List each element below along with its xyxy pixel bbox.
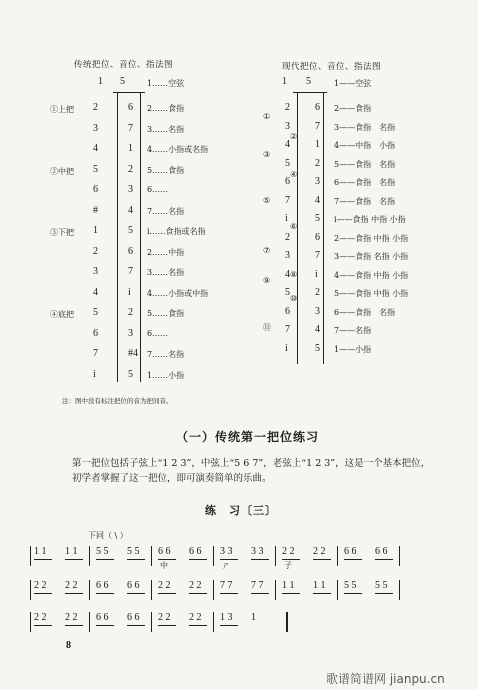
right-outer-note: 4 (315, 324, 320, 335)
beam-line (65, 625, 83, 626)
bar-line (89, 546, 90, 566)
right-outer-note: 3 (315, 176, 320, 187)
note-pair: 6 6 (344, 546, 357, 557)
note-pair: 5 5 (344, 580, 357, 591)
bar-line (213, 580, 214, 600)
bar-line (275, 546, 276, 566)
right-outer-note: 7 (315, 250, 320, 261)
left-header-inner: 1 (98, 76, 103, 87)
right-inner-note: 7 (285, 194, 290, 206)
left-header-open: 1……空弦 (147, 79, 185, 88)
staff-row (30, 580, 440, 606)
right-inner-note: 3 (285, 250, 290, 261)
beam-line (127, 559, 145, 560)
note-pair: 5 5 (96, 546, 109, 557)
left-outer-note: #4 (128, 348, 138, 359)
beam-line (375, 593, 393, 594)
beam-line (282, 593, 300, 594)
right-fingering: 4——食指 中指 小指 (334, 270, 409, 280)
note-pair: 6 6 (158, 546, 171, 557)
note-pair: 1 (251, 612, 256, 623)
note-annotation: ㄕ (222, 561, 230, 570)
right-outer-note: i (315, 268, 318, 280)
left-outer-note: i (128, 286, 131, 298)
right-position-number: ⑩ (290, 294, 298, 303)
right-chart-title: 现代把位、音位、指法图 (282, 62, 382, 72)
left-fingering: 3……名指 (147, 124, 185, 134)
right-position-number: ② (290, 132, 298, 141)
right-inner-note: i (285, 342, 288, 354)
note-pair: 2 2 (65, 612, 78, 623)
beam-line (313, 559, 331, 560)
right-outer-note: 6 (315, 102, 320, 113)
right-string-2 (323, 92, 324, 364)
left-inner-note: 2 (93, 245, 98, 257)
exercise-title: 练 习〔三〕 (205, 504, 277, 517)
beam-line (220, 593, 238, 594)
bar-line (337, 580, 338, 600)
beam-line (158, 593, 176, 594)
note-pair: 7 7 (220, 580, 233, 591)
beam-line (189, 593, 207, 594)
left-inner-note: 2 (93, 102, 98, 113)
right-outer-note: 2 (315, 157, 320, 169)
note-pair: 2 2 (313, 546, 326, 557)
right-position-number: ⑨ (263, 276, 271, 285)
left-fingering: 5……食指 (147, 165, 185, 175)
left-position-label: ②中把 (50, 166, 74, 176)
note-pair: 2 2 (158, 612, 171, 623)
bar-line (151, 580, 152, 600)
right-position-number: ③ (263, 150, 271, 159)
left-outer-note: 2 (128, 163, 133, 175)
left-outer-note: 2 (128, 307, 133, 318)
right-fingering: 5——食指 中指 小指 (334, 289, 409, 298)
left-fingering: 3……名指 (147, 268, 185, 277)
right-position-number: ⑤ (263, 196, 271, 205)
left-fingering: 1……小指 (147, 370, 185, 380)
bar-line (151, 612, 152, 632)
left-position-label: ④底把 (50, 310, 74, 319)
right-inner-note: 7 (285, 324, 290, 335)
left-outer-note: 6 (128, 102, 133, 113)
bar-line (337, 546, 338, 566)
bar-line (399, 546, 400, 566)
beam-line (96, 593, 114, 594)
beam-line (189, 625, 207, 626)
left-inner-note: 3 (93, 122, 98, 134)
right-outer-note: 2 (315, 287, 320, 298)
left-inner-note: 1 (93, 225, 98, 236)
left-inner-note: 5 (93, 163, 98, 175)
note-pair: 5 5 (127, 546, 140, 557)
note-pair: 6 6 (96, 612, 109, 623)
page-number: 8 (66, 640, 71, 651)
left-header-outer: 5 (120, 76, 125, 87)
left-fingering: 2……中指 (147, 247, 185, 257)
note-pair: 5 5 (375, 580, 388, 591)
section-title: （一）传统第一把位练习 (176, 430, 320, 444)
bar-line-start (30, 580, 31, 600)
bar-line (89, 580, 90, 600)
note-pair: 1 1 (34, 546, 47, 557)
left-inner-note: 6 (93, 184, 98, 195)
note-pair: 2 2 (158, 580, 171, 591)
left-inner-note: 4 (93, 143, 98, 154)
left-chart-note: 注：图中没有标注把位的音为把间音。 (62, 397, 173, 405)
staff-row (30, 612, 440, 638)
left-chart-title: 传统把位、音位、指法图 (74, 60, 174, 70)
right-inner-note: 5 (285, 287, 290, 298)
beam-line (158, 625, 176, 626)
right-header-outer: 5 (306, 76, 311, 87)
right-header-open: 1——空弦 (334, 79, 372, 88)
note-pair: 2 2 (189, 612, 202, 623)
exercise-marking: 下同（ \ ） (88, 531, 128, 540)
left-inner-note: 6 (93, 327, 98, 339)
left-string-2 (140, 92, 141, 382)
left-position-label: ①上把 (50, 105, 74, 114)
right-inner-note: 4 (285, 268, 290, 280)
right-fingering: 6——食指 名指 (334, 307, 396, 317)
watermark: 歌谱简谱网 jianpu.cn (326, 672, 445, 686)
note-pair: 1 1 (65, 546, 78, 557)
left-fingering: 7……名指 (147, 350, 185, 359)
note-pair: 6 6 (127, 612, 140, 623)
final-bar (286, 612, 288, 632)
right-outer-note: 6 (315, 231, 320, 243)
beam-line (65, 593, 83, 594)
note-pair: 1 1 (282, 580, 295, 591)
beam-line (34, 625, 52, 626)
right-fingering: 2——食指 (334, 104, 372, 113)
beam-line (375, 559, 393, 560)
left-inner-note: 4 (93, 286, 98, 298)
left-fingering: 4……小指或中指 (147, 288, 209, 298)
bar-line (213, 546, 214, 566)
right-fingering: 4——中指 小指 (334, 141, 396, 150)
right-outer-note: 1 (315, 139, 320, 150)
right-fingering: 5——食指 名指 (334, 159, 396, 169)
left-nut (113, 92, 145, 93)
right-fingering: 6——食指 名指 (334, 178, 396, 187)
note-pair: 1 1 (313, 580, 326, 591)
note-pair: 2 2 (34, 612, 47, 623)
left-outer-note: 5 (128, 225, 133, 236)
bar-line-start (30, 546, 31, 566)
note-pair: 6 6 (189, 546, 202, 557)
bar-line (151, 546, 152, 566)
right-position-number: ① (263, 112, 271, 121)
right-inner-note: 6 (285, 176, 290, 187)
note-pair: 6 6 (96, 580, 109, 591)
beam-line (96, 625, 114, 626)
beam-line (127, 625, 145, 626)
beam-line (34, 559, 52, 560)
left-position-label: ③下把 (50, 228, 74, 237)
left-outer-note: 4 (128, 204, 133, 216)
left-fingering: 2……食指 (147, 104, 185, 113)
beam-line (34, 593, 52, 594)
left-fingering: 7……名指 (147, 206, 185, 216)
left-inner-note: 3 (93, 266, 98, 277)
left-fingering: 4……小指或名指 (147, 145, 209, 154)
note-pair: 2 2 (65, 580, 78, 591)
beam-line (313, 593, 331, 594)
right-inner-note: 4 (285, 139, 290, 150)
right-position-number: ⑪ (263, 323, 271, 332)
right-inner-note: 2 (285, 102, 290, 113)
right-fingering: 2——食指 中指 小指 (334, 233, 409, 243)
note-annotation: 子 (284, 561, 292, 570)
left-outer-note: 6 (128, 245, 133, 257)
right-fingering: 3——食指 名指 (334, 122, 396, 132)
right-inner-note: i (285, 213, 288, 224)
note-pair: 2 2 (189, 580, 202, 591)
bar-line-start (30, 612, 31, 632)
left-inner-note: i (93, 368, 96, 380)
left-fingering: 5……食指 (147, 309, 185, 318)
beam-line (189, 559, 207, 560)
left-inner-note: 5 (93, 307, 98, 318)
note-pair: 1 3 (220, 612, 233, 623)
note-pair: 3 3 (220, 546, 233, 557)
left-inner-note: 7 (93, 348, 98, 359)
note-pair: 2 2 (282, 546, 295, 557)
left-fingering: i……食指或名指 (147, 227, 206, 236)
left-outer-note: 1 (128, 143, 133, 154)
bar-line (399, 580, 400, 600)
left-string-1 (117, 92, 118, 382)
right-inner-note: 5 (285, 157, 290, 169)
beam-line (344, 593, 362, 594)
left-outer-note: 5 (128, 368, 133, 380)
right-outer-note: 3 (315, 305, 320, 317)
left-outer-note: 3 (128, 184, 133, 195)
right-nut (293, 92, 327, 93)
section-paragraph: 第一把位包括子弦上“1 2 3”，中弦上“5 6 7”，老弦上“1 2 3”，这是一个基本把位，初学者掌握了这一把位，即可演奏简单的乐曲。 (72, 458, 431, 484)
beam-line (65, 559, 83, 560)
right-outer-note: 4 (315, 194, 320, 206)
bar-line (275, 580, 276, 600)
left-fingering: 6…… (147, 328, 169, 338)
right-position-number: ④ (290, 170, 298, 179)
bar-line (89, 612, 90, 632)
left-outer-note: 3 (128, 327, 133, 339)
staff-row (30, 546, 440, 572)
right-inner-note: 6 (285, 305, 290, 317)
note-pair: 6 6 (375, 546, 388, 557)
left-fingering: 6…… (147, 185, 169, 194)
right-header-inner: 1 (282, 76, 287, 87)
right-inner-note: 2 (285, 231, 290, 243)
right-fingering: 7——名指 (334, 326, 372, 335)
left-outer-note: 7 (128, 122, 133, 134)
right-position-number: ⑥ (290, 222, 298, 231)
right-outer-note: 5 (315, 342, 320, 354)
beam-line (251, 559, 269, 560)
beam-line (127, 593, 145, 594)
right-fingering: i——食指 中指 小指 (334, 215, 406, 224)
right-position-number: ⑧ (290, 270, 298, 279)
right-fingering: 1——小指 (334, 344, 372, 354)
note-pair: 3 3 (251, 546, 264, 557)
right-inner-note: 3 (285, 120, 290, 132)
note-pair: 2 2 (34, 580, 47, 591)
beam-line (96, 559, 114, 560)
right-outer-note: 7 (315, 120, 320, 132)
note-annotation: 中 (160, 561, 168, 570)
right-outer-note: 5 (315, 213, 320, 224)
bar-line (213, 612, 214, 632)
right-fingering: 3——食指 名指 小指 (334, 252, 409, 261)
note-pair: 7 7 (251, 580, 264, 591)
beam-line (251, 593, 269, 594)
left-outer-note: 7 (128, 266, 133, 277)
right-fingering: 7——食指 名指 (334, 196, 396, 206)
beam-line (220, 625, 238, 626)
right-position-number: ⑦ (263, 246, 271, 255)
left-inner-note: # (93, 204, 98, 216)
beam-line (344, 559, 362, 560)
note-pair: 6 6 (127, 580, 140, 591)
